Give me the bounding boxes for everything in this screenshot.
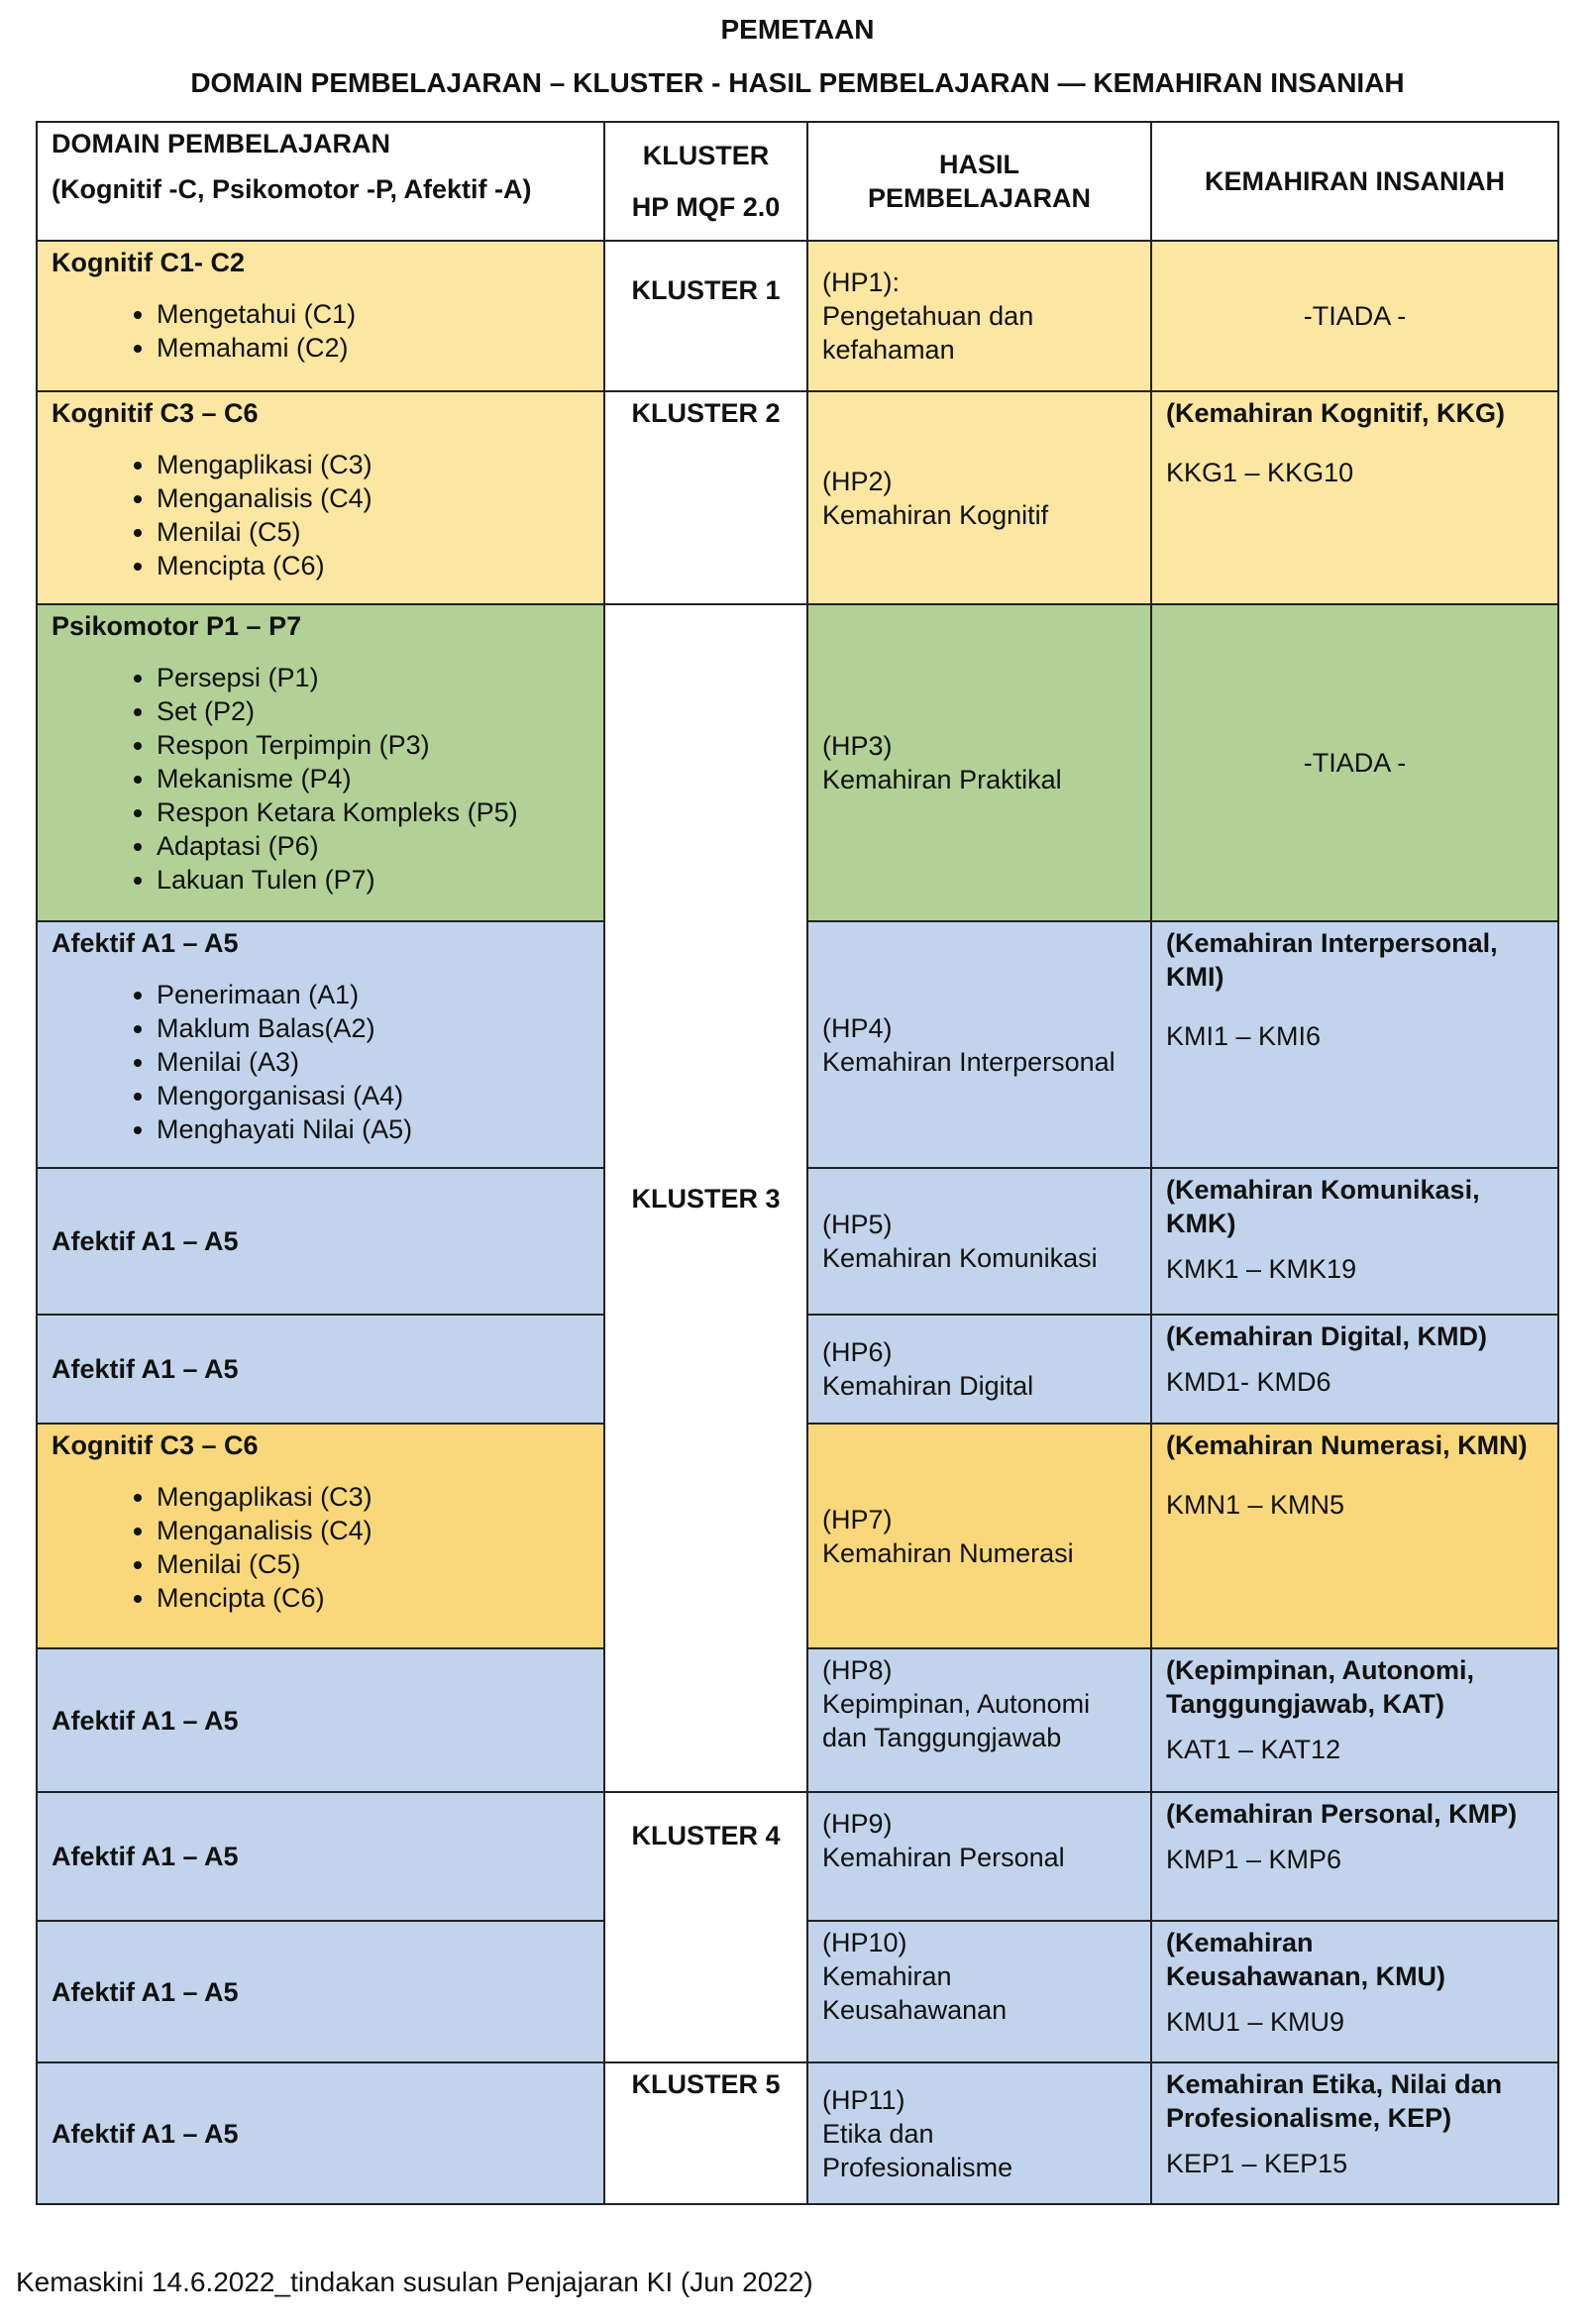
ki-code: -TIADA - bbox=[1303, 748, 1407, 778]
header-kluster-line1: KLUSTER bbox=[642, 141, 770, 170]
hp-name: Kemahiran Komunikasi bbox=[822, 1243, 1098, 1273]
domain-list bbox=[52, 978, 589, 1146]
domain-item: • Set (P2) bbox=[157, 694, 589, 728]
domain-cell: Afektif A1 – A5 bbox=[37, 2062, 604, 2204]
domain-item: • Mengorganisasi (A4) bbox=[157, 1079, 589, 1112]
hp-name: Kemahiran Keusahawanan bbox=[822, 1961, 1008, 2025]
header-kemahiran: KEMAHIRAN INSANIAH bbox=[1151, 122, 1558, 241]
hp-name: Kemahiran Interpersonal bbox=[822, 1046, 1116, 1077]
hp-code: (HP11) bbox=[822, 2084, 905, 2115]
hasil-cell bbox=[807, 1648, 1151, 1792]
ki-title: (Kemahiran Komunikasi, KMK) bbox=[1166, 1175, 1480, 1238]
domain-list bbox=[52, 1480, 589, 1615]
domain-cell bbox=[37, 604, 604, 921]
ki-code: KAT1 – KAT12 bbox=[1166, 1735, 1341, 1764]
domain-item: • Mencipta (C6) bbox=[157, 1581, 589, 1615]
domain-item: • Mengaplikasi (C3) bbox=[157, 448, 589, 481]
header-domain-line1: DOMAIN PEMBELAJARAN bbox=[52, 129, 391, 158]
domain-item: • Penerimaan (A1) bbox=[157, 978, 589, 1011]
ki-code: KEP1 – KEP15 bbox=[1166, 2149, 1348, 2178]
domain-cell: Afektif A1 – A5 bbox=[37, 1792, 604, 1921]
domain-item: • Respon Terpimpin (P3) bbox=[157, 728, 589, 762]
hp-name: Etika dan Profesionalisme bbox=[822, 2118, 1013, 2182]
hp-name: Kemahiran Numerasi bbox=[822, 1537, 1074, 1568]
header-hasil-line2: PEMBELAJARAN bbox=[867, 183, 1092, 213]
ki-code: KKG1 – KKG10 bbox=[1166, 458, 1354, 487]
ki-code: KMP1 – KMP6 bbox=[1166, 1845, 1342, 1874]
kluster-cell: KLUSTER 2 bbox=[604, 391, 807, 604]
hasil-cell bbox=[807, 604, 1151, 921]
header-kluster bbox=[604, 122, 807, 241]
ki-title: (Kemahiran Interpersonal, KMI) bbox=[1166, 928, 1498, 992]
ki-title: (Kemahiran Kognitif, KKG) bbox=[1166, 398, 1505, 428]
domain-item: • Mencipta (C6) bbox=[157, 549, 589, 582]
hp-code: (HP3) bbox=[822, 731, 893, 761]
hp-name: Kemahiran Digital bbox=[822, 1371, 1034, 1401]
hp-name: Kemahiran Praktikal bbox=[822, 765, 1062, 794]
hasil-cell bbox=[807, 1315, 1151, 1424]
mapping-table bbox=[36, 121, 1559, 2205]
domain-cell bbox=[37, 1424, 604, 1648]
domain-cell bbox=[37, 391, 604, 604]
domain-cell: Afektif A1 – A5 bbox=[37, 1648, 604, 1792]
footer-note: Kemaskini 14.6.2022_tindakan susulan Penjajaran KI (Jun 2022) bbox=[16, 2267, 813, 2297]
ki-title: (Kemahiran Keusahawanan, KMU) bbox=[1166, 1928, 1446, 1991]
kemahiran-cell bbox=[1151, 1168, 1558, 1315]
ki-title: Kemahiran Etika, Nilai dan Profesionalisme, KEP) bbox=[1166, 2069, 1503, 2133]
domain-item: • Menilai (C5) bbox=[157, 1547, 589, 1581]
table-row bbox=[37, 241, 1558, 391]
domain-cell: Afektif A1 – A5 bbox=[37, 1921, 604, 2062]
domain-title: Kognitif C3 – C6 bbox=[52, 398, 259, 428]
hp-code: (HP10) bbox=[822, 1928, 907, 1957]
hasil-cell bbox=[807, 1921, 1151, 2062]
domain-item: • Respon Ketara Kompleks (P5) bbox=[157, 795, 589, 829]
domain-item: • Mengaplikasi (C3) bbox=[157, 1480, 589, 1514]
hp-code: (HP4) bbox=[822, 1012, 893, 1043]
kluster-cell: KLUSTER 1 bbox=[604, 241, 807, 391]
hp-name: Kemahiran Personal bbox=[822, 1843, 1065, 1872]
hp-code: (HP5) bbox=[822, 1210, 893, 1239]
domain-title: Kognitif C1- C2 bbox=[52, 248, 245, 277]
hp-code: (HP9) bbox=[822, 1809, 893, 1839]
hasil-cell bbox=[807, 1792, 1151, 1921]
kemahiran-cell bbox=[1151, 2062, 1558, 2204]
hasil-cell bbox=[807, 1168, 1151, 1315]
domain-cell: Afektif A1 – A5 bbox=[37, 1315, 604, 1424]
ki-code: KMI1 – KMI6 bbox=[1166, 1021, 1322, 1051]
domain-item: • Menganalisis (C4) bbox=[157, 481, 589, 515]
hp-code: (HP1): bbox=[822, 267, 901, 297]
hasil-cell bbox=[807, 921, 1151, 1168]
domain-title: Afektif A1 – A5 bbox=[52, 928, 239, 958]
table-row bbox=[37, 1792, 1558, 1921]
ki-code: -TIADA - bbox=[1303, 301, 1407, 331]
hp-code: (HP7) bbox=[822, 1504, 893, 1534]
kemahiran-cell bbox=[1151, 1315, 1558, 1424]
page-title: PEMETAAN bbox=[720, 14, 875, 45]
kluster-cell: KLUSTER 4 bbox=[604, 1792, 807, 2062]
hasil-cell bbox=[807, 1424, 1151, 1648]
domain-list bbox=[52, 448, 589, 582]
hasil-cell bbox=[807, 2062, 1151, 2204]
domain-list bbox=[52, 661, 589, 897]
kemahiran-cell bbox=[1151, 1792, 1558, 1921]
hasil-cell bbox=[807, 241, 1151, 391]
domain-item: • Adaptasi (P6) bbox=[157, 829, 589, 863]
kemahiran-cell bbox=[1151, 1648, 1558, 1792]
ki-code: KMD1- KMD6 bbox=[1166, 1367, 1331, 1397]
ki-code: KMN1 – KMN5 bbox=[1166, 1490, 1345, 1520]
kluster-cell: KLUSTER 3 bbox=[604, 604, 807, 1792]
hp-code: (HP8) bbox=[822, 1655, 893, 1685]
header-row bbox=[37, 122, 1558, 241]
hp-name: Pengetahuan dan kefahaman bbox=[822, 301, 1034, 365]
domain-cell: Afektif A1 – A5 bbox=[37, 1168, 604, 1315]
header-hasil-line1: HASIL bbox=[939, 150, 1019, 179]
domain-title: Psikomotor P1 – P7 bbox=[52, 611, 302, 641]
hp-name: Kepimpinan, Autonomi dan Tanggungjawab bbox=[822, 1689, 1091, 1752]
page-subtitle: DOMAIN PEMBELAJARAN – KLUSTER - HASIL PEMBELAJARAN — KEMAHIRAN INSANIAH bbox=[190, 67, 1405, 98]
domain-item: • Persepsi (P1) bbox=[157, 661, 589, 694]
domain-item: • Mekanisme (P4) bbox=[157, 762, 589, 795]
domain-item: • Maklum Balas(A2) bbox=[157, 1011, 589, 1045]
domain-cell bbox=[37, 241, 604, 391]
hp-code: (HP6) bbox=[822, 1337, 893, 1367]
ki-title: (Kemahiran Numerasi, KMN) bbox=[1166, 1430, 1528, 1460]
ki-code: KMU1 – KMU9 bbox=[1166, 2007, 1345, 2037]
kemahiran-cell bbox=[1151, 604, 1558, 921]
domain-item: • Menganalisis (C4) bbox=[157, 1514, 589, 1547]
kemahiran-cell bbox=[1151, 921, 1558, 1168]
domain-item: • Mengetahui (C1) bbox=[157, 297, 589, 331]
header-domain-line2: (Kognitif -C, Psikomotor -P, Afektif -A) bbox=[52, 174, 532, 204]
domain-cell bbox=[37, 921, 604, 1168]
kemahiran-cell bbox=[1151, 391, 1558, 604]
table-row bbox=[37, 604, 1558, 921]
header-hasil bbox=[807, 122, 1151, 241]
kemahiran-cell bbox=[1151, 1921, 1558, 2062]
kluster-cell: KLUSTER 5 bbox=[604, 2062, 807, 2204]
kemahiran-cell bbox=[1151, 241, 1558, 391]
kemahiran-cell bbox=[1151, 1424, 1558, 1648]
domain-item: • Lakuan Tulen (P7) bbox=[157, 863, 589, 897]
table-row bbox=[37, 391, 1558, 604]
domain-item: • Menghayati Nilai (A5) bbox=[157, 1112, 589, 1146]
header-domain bbox=[37, 122, 604, 241]
hp-code: (HP2) bbox=[822, 466, 893, 496]
ki-title: (Kepimpinan, Autonomi, Tanggungjawab, KAT) bbox=[1166, 1655, 1474, 1719]
hp-name: Kemahiran Kognitif bbox=[822, 499, 1049, 530]
domain-title: Kognitif C3 – C6 bbox=[52, 1430, 259, 1460]
ki-title: (Kemahiran Digital, KMD) bbox=[1166, 1321, 1488, 1351]
hasil-cell bbox=[807, 391, 1151, 604]
table-row bbox=[37, 2062, 1558, 2204]
header-kluster-line2: HP MQF 2.0 bbox=[631, 192, 781, 222]
domain-list bbox=[52, 297, 589, 365]
ki-title: (Kemahiran Personal, KMP) bbox=[1166, 1799, 1518, 1829]
domain-item: • Menilai (A3) bbox=[157, 1045, 589, 1079]
ki-code: KMK1 – KMK19 bbox=[1166, 1254, 1357, 1284]
domain-item: • Menilai (C5) bbox=[157, 515, 589, 549]
domain-item: • Memahami (C2) bbox=[157, 331, 589, 365]
